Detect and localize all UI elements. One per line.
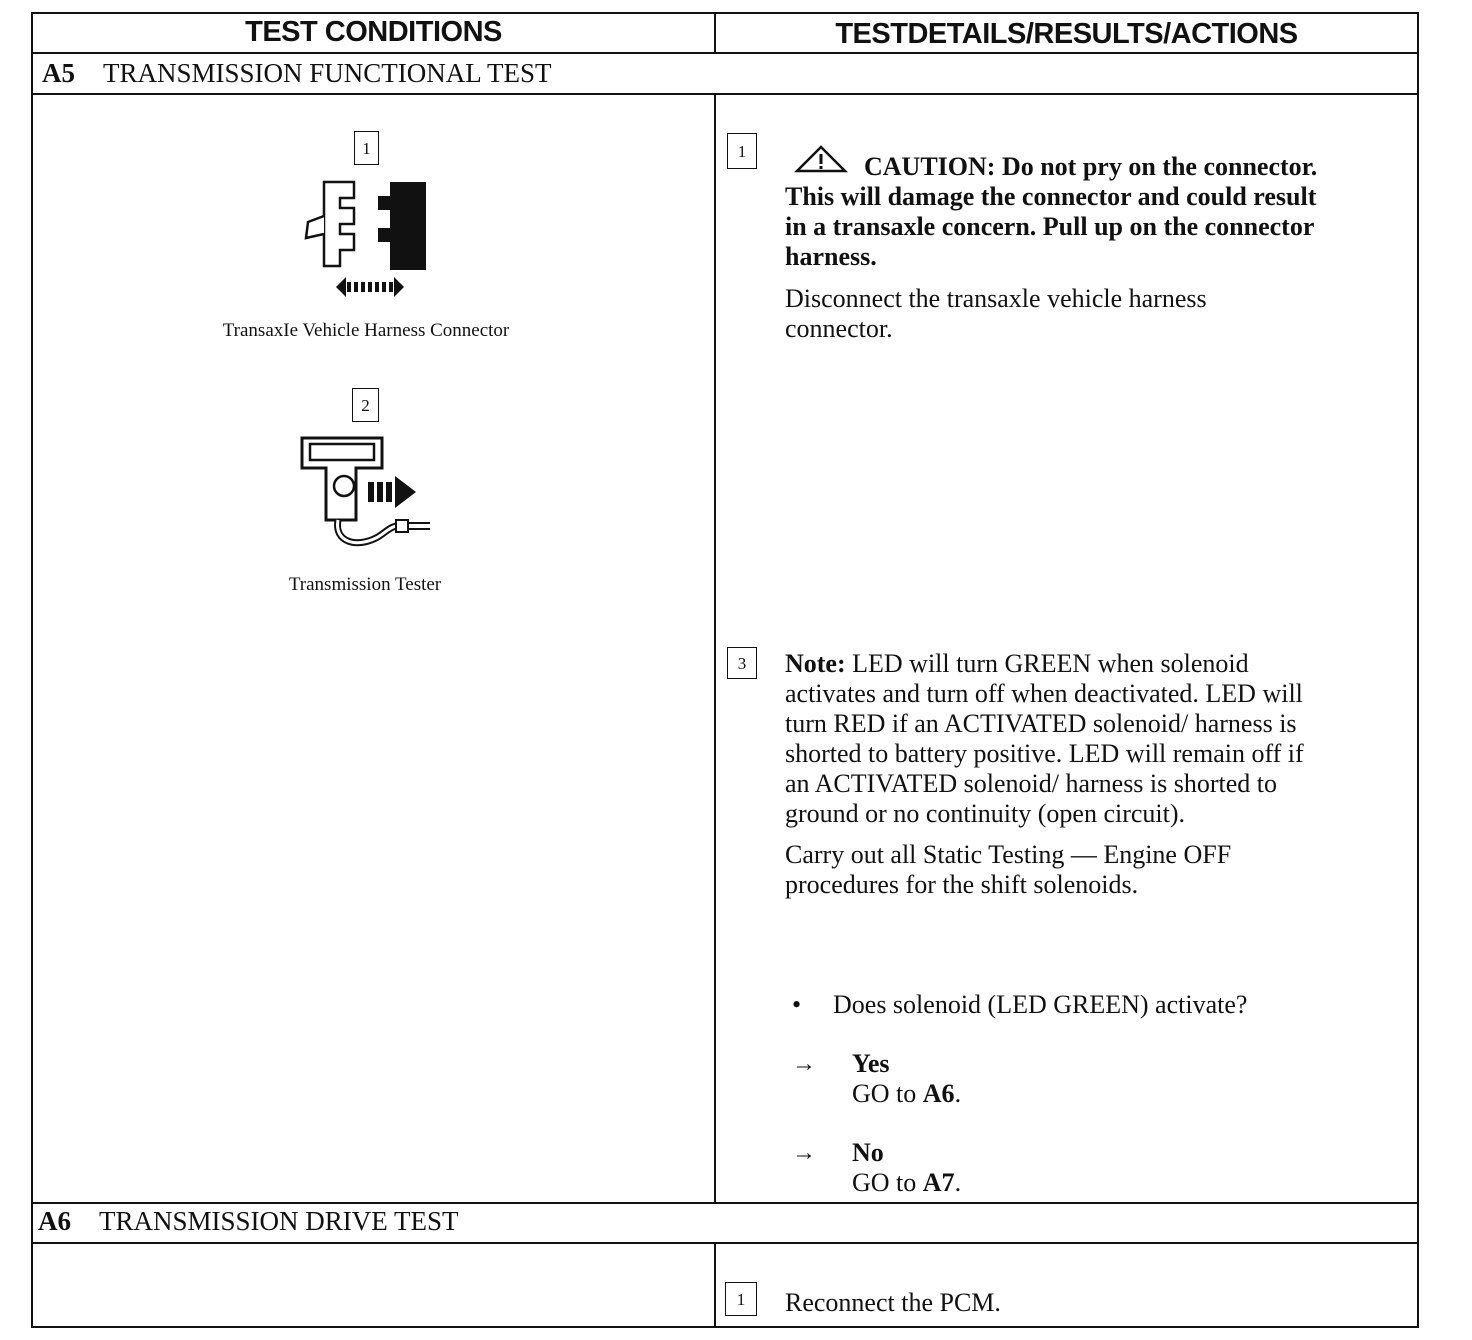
a6-title-divider	[31, 1242, 1419, 1244]
disconnect-line-1: Disconnect the transaxle vehicle harness	[785, 284, 1207, 313]
caution-text	[785, 152, 1415, 272]
disconnect-instruction	[785, 284, 1405, 344]
static-line-1: Carry out all Static Testing — Engine OFF	[785, 840, 1232, 869]
static-line-2: procedures for the shift solenoids.	[785, 870, 1139, 899]
transmission-tester-icon	[296, 434, 436, 556]
illustration-step-1-box: 1	[354, 131, 379, 165]
yes-arrow-icon: →	[792, 1051, 816, 1077]
a6-code: A6	[38, 1206, 71, 1236]
a6-title: TRANSMISSION DRIVE TEST	[99, 1206, 459, 1236]
test-details-header: TESTDETAILS/RESULTS/ACTIONS	[835, 18, 1298, 50]
a5-code: A5	[42, 58, 75, 88]
a5-step-3-box: 3	[727, 647, 757, 679]
a6-section-title	[38, 1204, 459, 1238]
no-action: GO to A7.	[852, 1168, 962, 1197]
static-testing-instruction	[785, 840, 1405, 900]
disconnect-line-2: connector.	[785, 314, 893, 343]
a5-title: TRANSMISSION FUNCTIONAL TEST	[103, 58, 552, 88]
no-label: No	[852, 1138, 884, 1167]
test-conditions-header: TEST CONDITIONS	[245, 16, 502, 48]
yes-label: Yes	[852, 1049, 890, 1078]
caution-line-2: This will damage the connector and could result	[785, 182, 1317, 211]
illustration-caption-1: TransaxIe Vehicle Harness Connector	[222, 320, 510, 341]
illustration-caption-2: Transmission Tester	[288, 574, 442, 595]
a5-title-divider	[31, 93, 1419, 95]
caution-line-4: harness.	[785, 242, 877, 271]
note-line-1: Note: LED will turn GREEN when solenoid	[785, 649, 1249, 678]
header-divider	[31, 52, 1419, 54]
note-line-5: an ACTIVATED solenoid/ harness is shorted to	[785, 769, 1278, 798]
harness-connector-disconnect-icon	[296, 176, 436, 304]
caution-line-1: CAUTION: Do not pry on the connector.	[864, 152, 1318, 181]
note-line-2: activates and turn off when deactivated. LED will	[785, 679, 1303, 708]
table-border-bottom	[31, 1326, 1419, 1328]
table-border-left	[31, 12, 33, 1328]
yes-action: GO to A6.	[852, 1079, 962, 1108]
column-divider-a6	[714, 1242, 716, 1328]
a5-section-title	[42, 56, 552, 90]
note-line-3: turn RED if an ACTIVATED solenoid/ harness is	[785, 709, 1297, 738]
a5-step-1-box: 1	[727, 133, 757, 169]
note-label: Note:	[785, 649, 846, 678]
no-arrow-icon: →	[792, 1140, 816, 1166]
reconnect-pcm-text: Reconnect the PCM.	[785, 1288, 1001, 1317]
illustration-step-2-box: 2	[352, 388, 379, 422]
note-line-6: ground or no continuity (open circuit).	[785, 799, 1186, 828]
caution-line-3: in a transaxle concern. Pull up on the connector	[785, 212, 1315, 241]
question-bullet: •	[792, 990, 802, 1019]
note-line-4: shorted to battery positive. LED will remain off if	[785, 739, 1304, 768]
column-divider-a5	[714, 93, 716, 1203]
table-border-right	[1417, 12, 1419, 1328]
yes-target-link[interactable]: A6	[922, 1079, 955, 1108]
a6-step-1-box: 1	[725, 1282, 757, 1316]
no-target-link[interactable]: A7	[922, 1168, 955, 1197]
solenoid-question: Does solenoid (LED GREEN) activate?	[833, 990, 1248, 1019]
note-text	[785, 649, 1415, 829]
